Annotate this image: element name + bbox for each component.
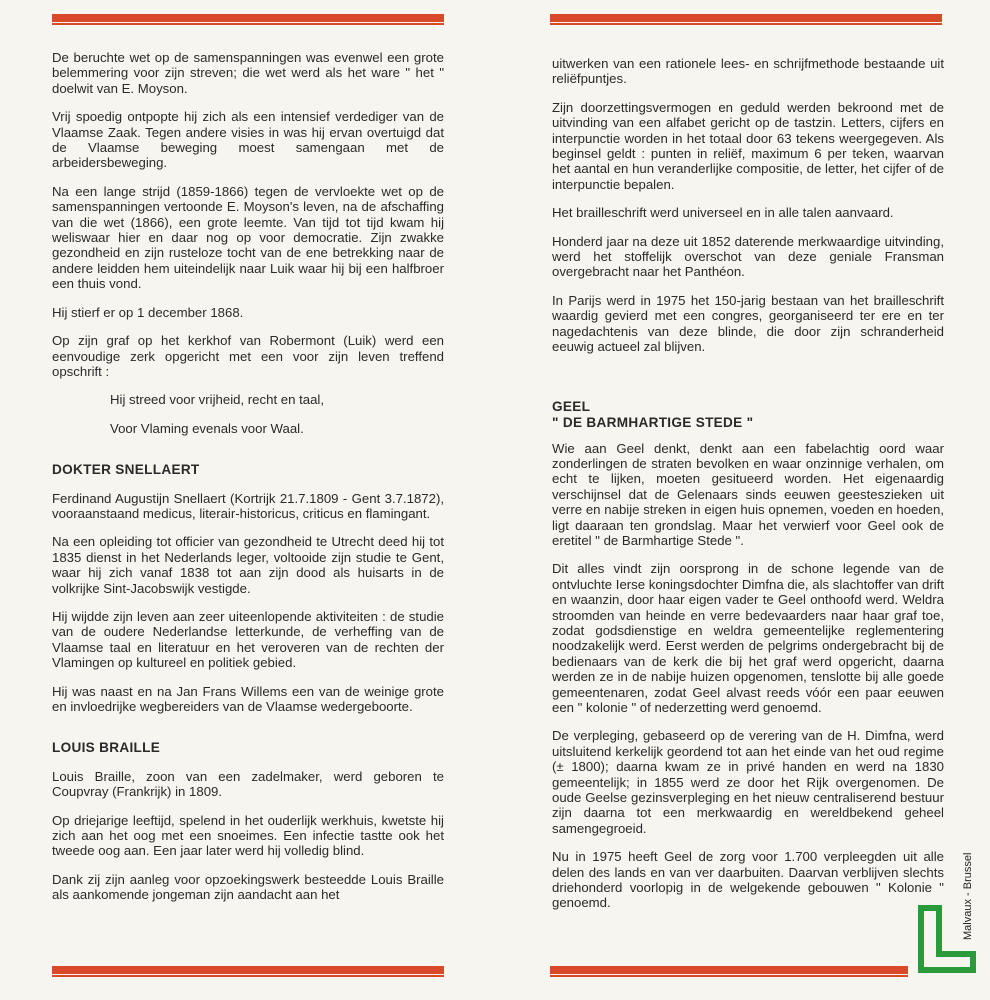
paragraph: Op zijn graf op het kerkhof van Robermont (Luik) werd een eenvoudige zerk opgericht met een voor zijn leven treffend opschrift : [52,333,444,379]
heading-snellaert: DOKTER SNELLAERT [52,462,200,478]
paragraph: De beruchte wet op de samenspanningen was evenwel een grote belemmering voor zijn streven; die wet werd als het ware " het " doelwit van E. Moyson. [52,50,444,96]
paragraph: Dank zij zijn aanleg voor opzoekingswerk besteedde Louis Braille als aankomende jongeman zijn aandacht aan het [52,871,444,903]
heading-geel [552,399,944,431]
paragraph: Op driejarige leeftijd, spelend in het ouderlijk werkhuis, kwetste hij zich aan het oog met een snoeimes. Een infectie tastte ook het tweede oog aan. Een jaar later werd hij volledig blind. [52,812,444,859]
top-stripe-left [52,14,444,26]
epitaph-line-2: Voor Vlaming evenals voor Waal. [110,420,304,436]
heading-geel-line-2: " DE BARMHARTIGE STEDE " [552,414,754,430]
paragraph: Dit alles vindt zijn oorsprong in de schone legende van de ontvluchte Ierse koningsdochter Dimfna die, als slachtoffer van drift en waanzin, door haar eigen vader te Geel onthoofd werd. Weldra stroomden van heinde en verre bedevaarders naar haar graf toe, zodat godsdienstige en weldra gemeentelijke reglementering noodzakelijk werd. Eerst werden de pelgrims ondergebracht bij de bedienaars van de kerk die bij het graf werd opgericht, daarna werden ze in de nabije huizen opgenomen, tenslotte bij alle goede gemeentenaren, zodat Geel alvast reeds vóór een paar eeuwen een " kolonie " of nederzetting werd genoemd. [552,561,944,715]
paragraph: De verpleging, gebaseerd op de verering van de H. Dimfna, werd uitsluitend kerkelijk geordend tot aan het einde van het oud regime (± 1800); daarna kwam ze in privé handen en werd na 1830 gemeentelijk; in 1855 werd ze door het Rijk overgenomen. De oude Geelse gezinsverpleging en het nieuw centraliserend bestuur zijn daarna tot een merkwaardig en wereldbekend geheel samengegroeid. [552,728,944,836]
paragraph: Louis Braille, zoon van een zadelmaker, werd geboren te Coupvray (Frankrijk) in 1809. [52,768,444,800]
paragraph: Ferdinand Augustijn Snellaert (Kortrijk 21.7.1809 - Gent 3.7.1872), vooraanstaand medicus, literair-historicus, criticus en flamingant. [52,490,444,521]
epitaph-line-1: Hij streed voor vrijheid, recht en taal, [110,392,325,408]
left-column [52,50,444,916]
paragraph: Zijn doorzettingsvermogen en geduld werden bekroond met de uitvinding van een alfabet gericht op de tastzin. Letters, cijfers en interpunctie worden in het totaal door 63 tekens weergegeven. Als beginsel geldt : punten in reliëf, maximum 6 per teken, waarvan het aantal en hun veranderlijke compositie, de letter, het cijfer of de interpunctie bepalen. [552,99,944,192]
paragraph: Hij was naast en na Jan Frans Willems een van de weinige grote en invloedrijke wegbereiders van de Vlaamse wedergeboorte. [52,683,444,714]
paragraph: Nu in 1975 heeft Geel de zorg voor 1.700 verpleegden uit alle delen des lands en van ver daarbuiten. Daarvan verblijven slechts driehonderd voorlopig in de welgekende gebouwen " Kolonie " genoemd. [552,849,944,911]
top-stripe-right [550,14,942,26]
heading-geel-line-1: GEEL [552,398,591,414]
paragraph: uitwerken van een rationele lees- en schrijfmethode bestaande uit reliëfpuntjes. [552,56,944,87]
right-column [552,56,944,924]
paragraph: Hij stierf er op 1 december 1868. [52,304,244,320]
paragraph: Vrij spoedig ontpopte hij zich als een intensief verdediger van de Vlaamse Zaak. Tegen andere visies in was hij ervan overtuigd dat de Vlaamse beweging moest samengaan met de arbeidersbeweging. [52,109,444,171]
paragraph: Wie aan Geel denkt, denkt aan een fabelachtig oord waar zonderlingen de straten bevolken en waar onzinnige verhalen, om echt te lijken, moeten gesitueerd worden. Het eigenaardig verschijnsel dat de Gelenaars sinds eeuwen geesteszieken uit verre en nabije streken in eigen huis opnemen, voeden en hoeden, ligt daaraan ten grondslag. Maar het verwierf voor Geel ook de eretitel " de Barmhartige Stede ". [552,440,944,548]
paragraph: Honderd jaar na deze uit 1852 daterende merkwaardige uitvinding, werd het stoffelijk overschot van deze geniale Fransman overgebracht naar het Panthéon. [552,233,944,280]
heading-braille: LOUIS BRAILLE [52,740,161,756]
printer-credit: Malvaux - Brussel [962,852,974,940]
bottom-stripe-left [52,966,444,978]
bottom-stripe-right [550,966,908,978]
paragraph: Het brailleschrift werd universeel en in alle talen aanvaard. [552,205,894,221]
paragraph: Na een opleiding tot officier van gezondheid te Utrecht deed hij tot 1835 dienst in het Nederlands leger, voltooide zijn studie te Gent, waar hij zich vanaf 1838 tot aan zijn dood als huisarts in de volkrijke Sint-Jacobswijk vestigde. [52,534,444,596]
paragraph: Na een lange strijd (1859-1866) tegen de vervloekte wet op de samenspanningen vertoonde E. Moyson's leven, na de afschaffing van die wet (1866), een grote leemte. Van tijd tot tijd kwam hij weliswaar hier en daar nog op voor democratie. Zijn zwakke gezondheid en zijn rusteloze tocht van de ene betrekking naar de andere leidden hem uiteindelijk naar Luik waar hij bij een halfbroer een thuis vond. [52,183,444,292]
paragraph: In Parijs werd in 1975 het 150-jarig bestaan van het brailleschrift waardig gevierd met een congres, georganiseerd ter ere en ter nagedachtenis van deze blinde, die door zijn schranderheid eeuwig actueel zal blijven. [552,292,944,355]
paragraph: Hij wijdde zijn leven aan zeer uiteenlopende aktiviteiten : de studie van de oudere Nederlandse letterkunde, de verheffing van de Vlaamse taal en literatuur en het veroveren van de rechten der Vlamingen op kultureel en politiek gebied. [52,608,444,671]
